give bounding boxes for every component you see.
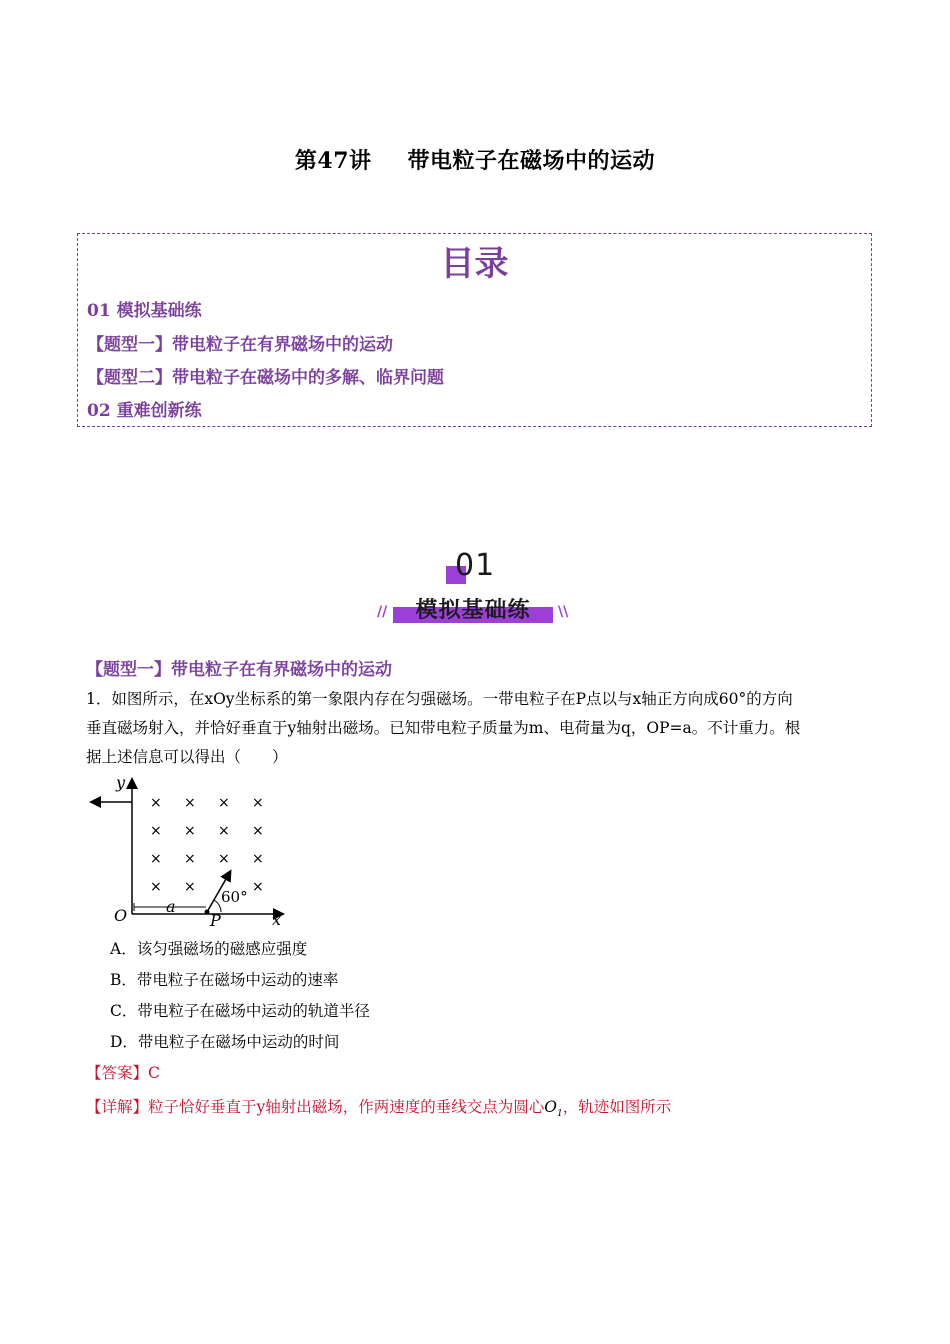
y-axis-label: y xyxy=(116,773,126,792)
angle-label: 60° xyxy=(221,888,248,906)
svg-text:×: × xyxy=(150,795,162,811)
lecture-number: 第47讲 xyxy=(294,148,372,174)
svg-text:×: × xyxy=(218,823,230,839)
a-label: a xyxy=(166,897,176,916)
toc-item-advanced[interactable]: 02 重难创新练 xyxy=(87,401,202,421)
svg-text:×: × xyxy=(218,851,230,867)
detail-text: 粒子恰好垂直于y轴射出磁场，作两速度的垂线交点为圆心 xyxy=(148,1098,545,1116)
origin-label: O xyxy=(114,906,128,925)
center-symbol: $O_1$ xyxy=(544,1098,563,1120)
badge-label: 模拟基础练 xyxy=(415,598,531,623)
lecture-topic: 带电粒子在磁场中的运动 xyxy=(407,148,656,174)
x-axis-label: x xyxy=(272,910,282,929)
detail xyxy=(86,1095,671,1119)
option-d[interactable]: D．带电粒子在磁场中运动的时间 xyxy=(110,1033,340,1051)
answer-tag: 【答案】 xyxy=(86,1064,149,1082)
answer xyxy=(86,1061,160,1083)
svg-text:×: × xyxy=(184,795,196,811)
svg-text:×: × xyxy=(252,879,264,895)
toc-item-type-one[interactable]: 【题型一】带电粒子在有界磁场中的运动 xyxy=(87,335,393,355)
question-line-1: 1．如图所示，在xOy坐标系的第一象限内存在匀强磁场。一带电粒子在P点以与x轴正方向成60°的方向 xyxy=(86,690,793,708)
section-heading: 【题型一】带电粒子在有界磁场中的运动 xyxy=(86,660,392,680)
magnetic-field-figure xyxy=(84,770,294,930)
table-of-contents xyxy=(77,233,872,427)
option-a[interactable]: A．该匀强磁场的磁感应强度 xyxy=(110,940,308,958)
svg-text:×: × xyxy=(150,851,162,867)
detail-tag: 【详解】 xyxy=(86,1098,149,1116)
option-b[interactable]: B．带电粒子在磁场中运动的速率 xyxy=(110,971,339,989)
detail-text-end: ，轨迹如图所示 xyxy=(562,1098,672,1116)
svg-text:×: × xyxy=(252,795,264,811)
svg-text:×: × xyxy=(252,851,264,867)
answer-value: C xyxy=(148,1064,160,1082)
page-title xyxy=(0,144,950,175)
svg-text:×: × xyxy=(184,851,196,867)
field-crosses xyxy=(150,795,264,895)
question-line-2: 垂直磁场射入，并恰好垂直于y轴射出磁场。已知带电粒子质量为m、电荷量为q，OP=a。不计重力。根 xyxy=(86,719,801,737)
p-label: P xyxy=(210,911,221,930)
toc-item-basic[interactable]: 01 模拟基础练 xyxy=(87,301,202,321)
badge-number: 01 xyxy=(455,548,496,583)
toc-item-type-two[interactable]: 【题型二】带电粒子在磁场中的多解、临界问题 xyxy=(87,368,444,388)
svg-text:×: × xyxy=(218,795,230,811)
badge-left-slash: // xyxy=(377,604,388,620)
svg-text:×: × xyxy=(150,823,162,839)
svg-text:×: × xyxy=(150,879,162,895)
toc-heading: 目录 xyxy=(440,244,509,284)
svg-text:×: × xyxy=(252,823,264,839)
option-c[interactable]: C．带电粒子在磁场中运动的轨道半径 xyxy=(110,1002,370,1020)
question-line-3: 据上述信息可以得出（ ） xyxy=(86,748,288,766)
svg-text:×: × xyxy=(184,879,196,895)
svg-text:×: × xyxy=(184,823,196,839)
badge-right-slash: \\ xyxy=(558,604,569,620)
